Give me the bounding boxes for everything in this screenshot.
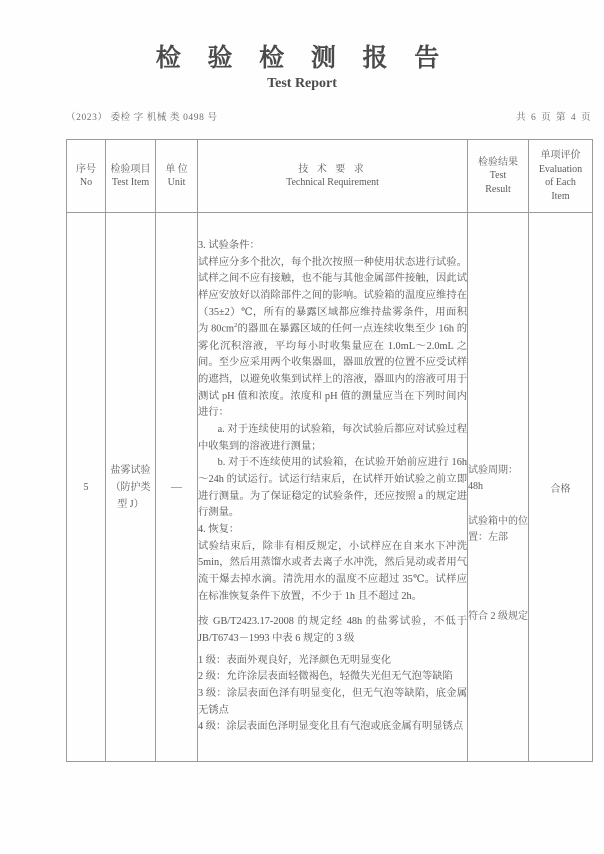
- column-header-requirement-cn: 技 术 要 求: [298, 163, 367, 175]
- report-number: （2023） 委检 字 机械 类 0498 号: [66, 113, 218, 123]
- column-header-evaluation-en1: Evaluation: [538, 163, 583, 175]
- column-header-evaluation: [529, 140, 593, 213]
- test-results-table: [66, 139, 593, 762]
- column-header-result-cn: 检验结果: [478, 156, 518, 168]
- requirement-grade-4: 4 级：涂层表面色泽明显变化且有气泡或底金属有明显锈点: [198, 721, 464, 733]
- requirement-section3-part1: 试样应分多个批次，每个批次按照一种使用状态进行试验。试样之间不应有接触，也不能与其他金属部件接触，因此试样应安放好以消除部件之间的影响。试验箱的温度应维持在（35±2）℃，所有的暴露区域都应维持盐雾条件，用面积为 80cm: [198, 256, 467, 335]
- column-header-unit-cn: 单 位: [165, 163, 188, 175]
- requirement-section4-paragraph: 试验结束后，除非有相反规定，小试样应在自来水下冲洗 5min，然后用蒸馏水或者去离子水冲洗，然后晃动或者用气流干爆去掉水滴。清洗用水的温度不应超过 35℃。试样应在标准恢复条件下放置，不少于 1h 且不超过 2h。: [198, 540, 467, 602]
- result-top-spacer: [468, 349, 528, 463]
- cell-technical-requirement: [198, 213, 468, 762]
- column-header-test-item-cn: 检验项目: [110, 163, 151, 175]
- column-header-no: [67, 140, 106, 213]
- column-header-result-en1: Test: [489, 170, 507, 182]
- column-header-no-cn: 序号: [76, 163, 96, 175]
- requirement-area-superscript: 2: [234, 322, 238, 330]
- column-header-test-item-en: Test Item: [111, 177, 150, 188]
- column-header-result: [468, 140, 529, 213]
- cell-test-item: 盐雾试验（防护类型 J）: [106, 213, 156, 762]
- requirement-section3-heading: 3. 试验条件：: [198, 240, 260, 252]
- cell-unit: —: [156, 213, 198, 762]
- result-spacer-1: [468, 496, 528, 514]
- requirement-grade-3: 3 级：涂层表面色泽有明显变化，但无气泡等缺陷，底金属无锈点: [198, 687, 467, 716]
- cell-evaluation: 合格: [529, 213, 593, 762]
- requirement-item-a: a. 对于连续使用的试验箱，每次试验后都应对试验过程中收集到的溶液进行测量；: [198, 423, 467, 452]
- page-title-cn: 检 验 检 测 报 告: [155, 43, 449, 72]
- column-header-evaluation-en3: Item: [551, 190, 570, 202]
- result-test-cycle: 试验周期：48h: [468, 464, 518, 493]
- requirement-section4-heading: 4. 恢复：: [198, 523, 240, 535]
- result-spacer-2: [468, 547, 528, 609]
- result-grade-conformance: 符合 2 级规定: [468, 610, 528, 622]
- column-header-result-en2: Result: [485, 183, 511, 195]
- requirement-grade-1: 1 级：表面外观良好，光泽颜色无明显变化: [198, 654, 392, 666]
- requirement-standard-reference: 按 GB/T2423.17-2008 的规定经 48h 的盐雾试验，不低于 JB/T6743－1993 中表 6 规定的 3 级: [198, 616, 467, 644]
- column-header-test-item: [106, 140, 156, 213]
- report-meta-row: [66, 109, 592, 123]
- column-header-unit: [156, 140, 198, 213]
- page-indicator: 共 6 页 第 4 页: [516, 113, 592, 123]
- column-header-evaluation-cn: 单项评价: [540, 150, 581, 161]
- column-header-evaluation-en2: of Each: [545, 177, 576, 188]
- requirement-spacer: [198, 605, 467, 614]
- requirement-grade-2: 2 级：允许涂层表面轻微褐色，轻微失光但无气泡等缺陷: [198, 671, 453, 683]
- table-header-row: [67, 140, 593, 213]
- cell-row-number: 5: [67, 213, 106, 762]
- column-header-no-en: No: [79, 177, 93, 188]
- page-title-en: Test Report: [267, 76, 337, 91]
- column-header-unit-en: Unit: [167, 177, 186, 188]
- requirement-section3-paragraph: [198, 255, 467, 422]
- requirement-section3-part2: 的器皿在暴露区域的任何一点连续收集至少 16h 的雾化沉积溶液，平均每小时收集量应在 1.0mL～2.0mL 之间。至少应采用两个收集器皿，器皿放置的位置不应受试样的遮挡，以避免收集到试样上的溶液，器皿内的溶液可用于测试 pH 值和浓度。浓度和 pH 值的测量应当在下列时间内进行：: [198, 323, 467, 419]
- column-header-requirement-en: Technical Requirement: [286, 177, 379, 188]
- cell-test-result: [468, 213, 529, 762]
- column-header-requirement: [198, 140, 468, 213]
- result-chamber-position: 试验箱中的位置：左部: [468, 515, 528, 544]
- table-row: [67, 213, 593, 762]
- requirement-item-b: b. 对于不连续使用的试验箱，在试验开始前应进行 16h～24h 的试运行。试运行结束后，在试样开始试验之前立即进行测量。为了保证稳定的试验条件，还应按照 a 的规定进行测量。: [198, 457, 467, 519]
